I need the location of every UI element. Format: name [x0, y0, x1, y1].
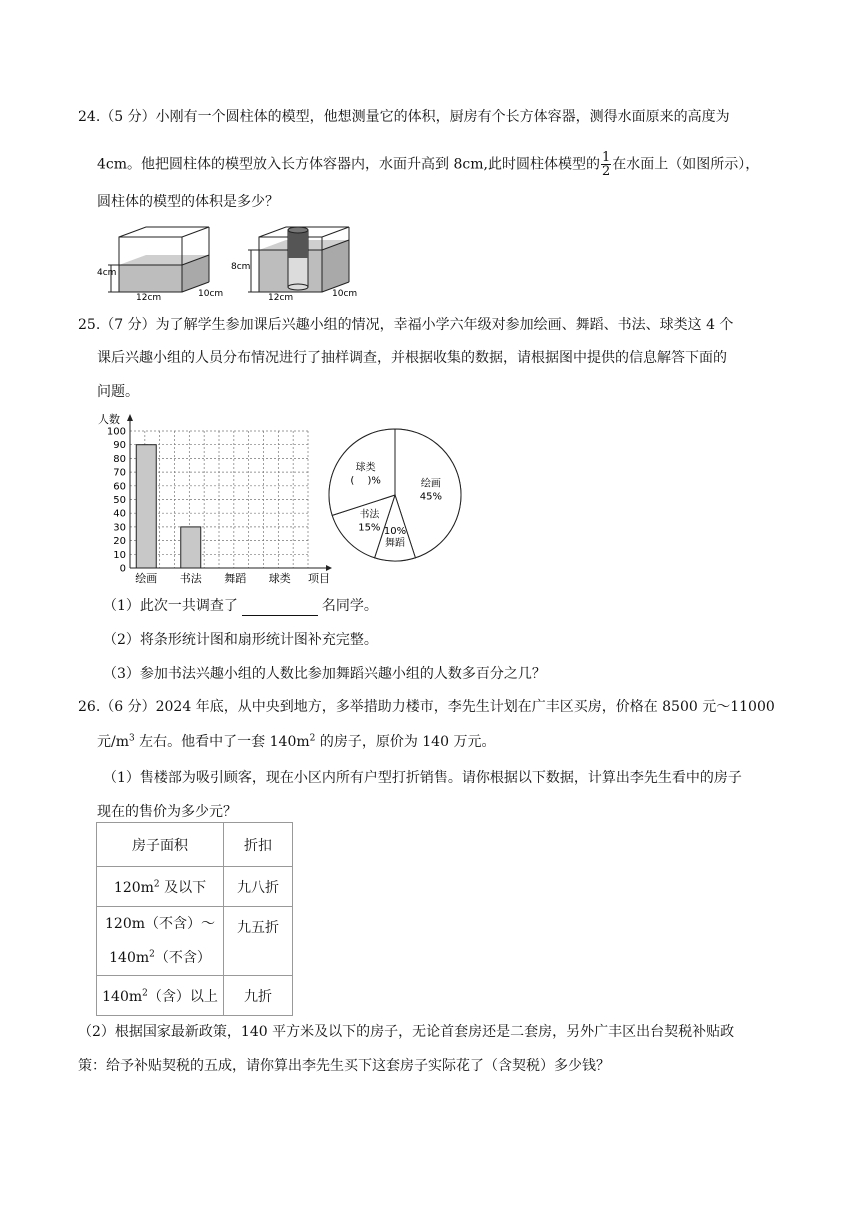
bar-chart-axes [127, 414, 332, 571]
q24-line2-text-b: 在水面上（如图所示）， [612, 156, 760, 173]
q24-line2 [97, 151, 759, 178]
superscript: 2 [153, 878, 160, 889]
discount-table [96, 822, 293, 1016]
table-cell-area [97, 976, 224, 1016]
x-tick-label: 书法 [179, 572, 202, 585]
table-header-row [97, 823, 293, 867]
q24-fraction [601, 151, 611, 178]
superscript: 3 [129, 733, 135, 744]
q25-line3: 问题。 [97, 384, 139, 400]
y-tick-label: 20 [113, 536, 126, 548]
bar-chart-bars [136, 445, 201, 568]
y-tick-label: 90 [113, 440, 126, 452]
table-header-discount: 折扣 [224, 823, 293, 867]
fraction-numerator: 1 [601, 150, 611, 165]
bar-chart [98, 409, 338, 587]
y-tick-label: 80 [113, 453, 126, 465]
fig1-length-label: 12cm [136, 293, 162, 302]
pie-slice-value: 15% [358, 522, 381, 534]
q26-line1: 26.（6 分）2024 年底，从中央到地方，多举措助力楼市，李先生计划在广丰区买房，价格在 8500 元～11000 [78, 699, 775, 715]
pie-slice-name: 书法 [359, 509, 380, 521]
q26-sub2-line2: 策：给予补贴契税的五成，请你算出李先生买下这套房子实际花了（含契税）多少钱？ [78, 1058, 610, 1074]
pie-slice-name: 球类 [355, 462, 376, 474]
bar [136, 445, 156, 568]
table-row [97, 907, 293, 976]
q24-line3: 圆柱体的模型的体积是多少？ [97, 194, 279, 210]
fig2-length-label: 12cm [268, 293, 294, 302]
y-tick-label: 50 [113, 495, 126, 506]
table-cell-discount: 九八折 [224, 867, 293, 907]
y-tick-label: 100 [106, 426, 126, 438]
area-text: 120m [113, 879, 154, 896]
y-tick-label: 0 [119, 563, 126, 575]
y-axis-arrow [127, 414, 133, 421]
area-text: （不含） [154, 950, 211, 966]
pie-chart [325, 425, 465, 565]
fig2-height-label: 8cm [231, 262, 251, 272]
q25-sub2: （2）将条形统计图和扇形统计图补充完整。 [103, 632, 378, 648]
superscript: 2 [149, 949, 155, 960]
y-tick-label: 30 [113, 522, 126, 534]
area-text: 120m（不含）～ [105, 916, 215, 932]
table-cell-area [97, 867, 224, 907]
fig2-width-label: 10cm [332, 289, 358, 299]
answer-blank[interactable] [242, 601, 318, 616]
q26-sub1-line1: （1）售楼部为吸引顾客，现在小区内所有户型打折销售。请你根据以下数据，计算出李先生看中的房子 [103, 770, 742, 786]
q24-figure [96, 220, 366, 302]
superscript: 2 [142, 987, 148, 998]
area-text: 140m [109, 950, 150, 966]
q24-line1: 24.（5 分）小刚有一个圆柱体的模型，他想测量它的体积，厨房有个长方体容器，测得水面原来的高度为 [78, 109, 730, 125]
x-tick-label: 球类 [268, 572, 291, 585]
fraction-denominator: 2 [601, 164, 611, 179]
q25-line2: 课后兴趣小组的人员分布情况进行了抽样调查，并根据收集的数据，请根据图中提供的信息解答下面的 [97, 350, 727, 366]
superscript: 2 [309, 733, 316, 744]
bar [181, 527, 201, 568]
table-cell-discount: 九五折 [224, 907, 293, 976]
q26-line2-text-c: 的房子，原价为 140 万元。 [315, 734, 496, 750]
area-text: （含）以上 [147, 988, 218, 1005]
table-cell-area [97, 907, 224, 976]
x-axis-label: 项目 [308, 572, 330, 585]
q26-line2 [97, 732, 495, 752]
container-figure-1 [97, 227, 223, 302]
y-tick-label: 40 [113, 508, 126, 520]
q25-sub1 [103, 596, 378, 616]
y-tick-label: 60 [113, 481, 126, 493]
fig1-height-label: 4cm [97, 268, 117, 278]
q26-sub1-line2: 现在的售价为多少元？ [97, 804, 237, 820]
pie-slice-value: ( )% [350, 475, 381, 487]
x-tick-label: 舞蹈 [224, 572, 247, 585]
x-axis-arrow [326, 565, 332, 571]
bar-chart-labels [98, 412, 330, 585]
container-figure-2 [231, 227, 357, 302]
q26-line2-text-b: 左右。他看中了一套 140m [134, 734, 310, 750]
y-tick-label: 10 [113, 549, 126, 561]
q26-sub2-line1: （2）根据国家最新政策，140 平方米及以下的房子，无论首套房还是二套房，另外广丰区出台契税补贴政 [78, 1024, 735, 1040]
pie-slice-value: 10% [383, 525, 407, 537]
pie-slice-name: 舞蹈 [385, 537, 405, 549]
fig1-width-label: 10cm [198, 289, 224, 299]
pie-slice-value: 45% [419, 491, 442, 503]
q25-sub1-text-a: （1）此次一共调查了 [103, 598, 238, 614]
area-text: 及以下 [159, 879, 207, 896]
q24-line2-text-a: 4cm。他把圆柱体的模型放入长方体容器内，水面升高到 8cm,此时圆柱体模型的 [97, 156, 600, 173]
pie-slice-name: 绘画 [420, 478, 441, 490]
x-tick-label: 绘画 [135, 572, 158, 585]
table-cell-discount: 九折 [224, 976, 293, 1016]
y-axis-label: 人数 [98, 413, 120, 426]
q26-line2-text-a: 元/m [97, 734, 129, 750]
y-tick-label: 70 [113, 467, 126, 479]
q25-sub3: （3）参加书法兴趣小组的人数比参加舞蹈兴趣小组的人数多百分之几？ [103, 666, 546, 682]
table-row [97, 867, 293, 907]
q25-sub1-text-b: 名同学。 [321, 598, 378, 614]
table-header-area: 房子面积 [97, 823, 224, 867]
area-text: 140m [102, 988, 143, 1005]
table-row [97, 976, 293, 1016]
q25-line1: 25.（7 分）为了解学生参加课后兴趣小组的情况，幸福小学六年级对参加绘画、舞蹈、书法、球类这 4 个 [78, 317, 734, 333]
